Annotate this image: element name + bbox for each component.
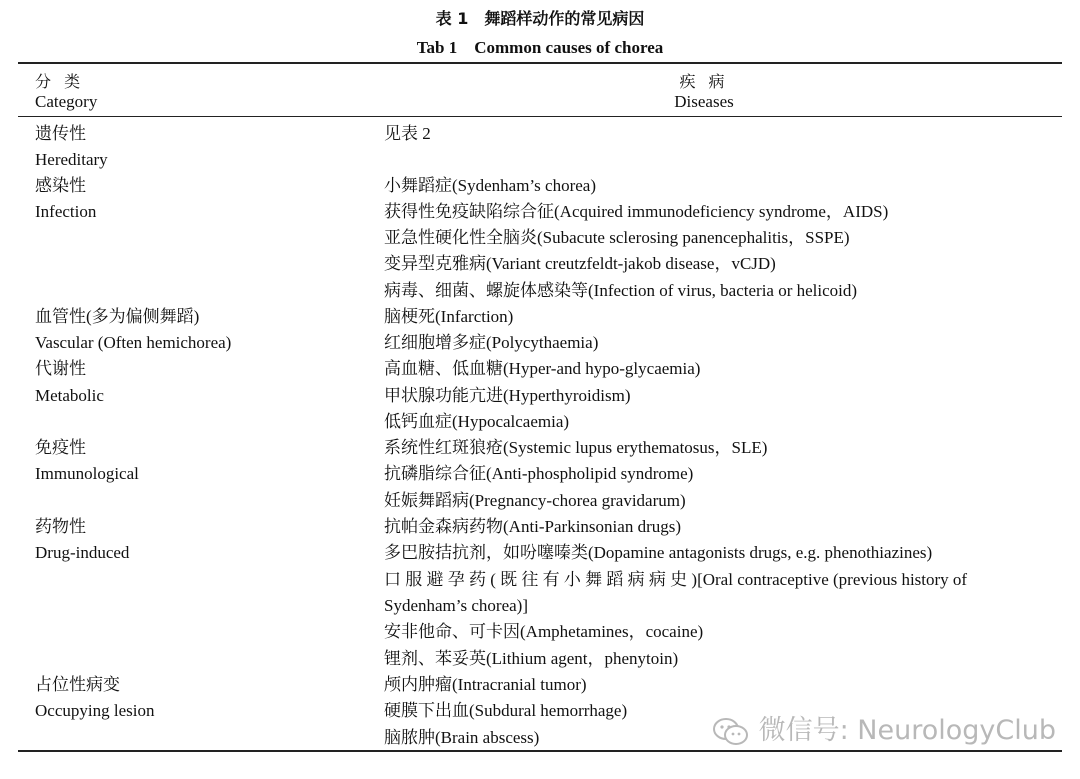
header-category-zh: 分 类 (35, 72, 85, 91)
disease-item: 变异型克雅病(Variant creutzfeldt-jakob disease，vCJD) (384, 254, 776, 273)
category-immunological-zh: 免疫性 (35, 438, 86, 457)
disease-item: 抗磷脂综合征(Anti-phospholipid syndrome) (384, 464, 694, 483)
wechat-icon (712, 717, 750, 747)
disease-item: 脑梗死(Infarction) (384, 307, 514, 326)
watermark (712, 708, 1056, 747)
category-drug-zh: 药物性 (35, 517, 86, 536)
disease-item: 亚急性硬化性全脑炎(Subacute sclerosing panencephalitis，SSPE) (384, 228, 850, 247)
header-diseases (604, 72, 804, 112)
disease-item: 获得性免疫缺陷综合征(Acquired immunodeficiency syndrome，AIDS) (384, 202, 889, 221)
disease-item: 锂剂、苯妥英(Lithium agent，phenytoin) (384, 649, 679, 668)
category-metabolic-zh: 代谢性 (35, 359, 86, 378)
table-caption-en: Tab 1 Common causes of chorea (416, 38, 664, 57)
category-vascular-zh: 血管性(多为偏侧舞蹈) (35, 307, 200, 326)
header-category (35, 72, 97, 112)
category-occupying-zh: 占位性病变 (35, 675, 120, 694)
disease-item: 多巴胺拮抗剂，如吩噻嗪类(Dopamine antagonists drugs, e.g. phenothiazines) (384, 543, 933, 562)
watermark-text: 微信号: NeurologyClub (758, 715, 1056, 746)
disease-item: 小舞蹈症(Sydenham’s chorea) (384, 176, 596, 195)
category-metabolic-en: Metabolic (35, 386, 104, 405)
disease-item: 病毒、细菌、螺旋体感染等(Infection of virus, bacteria or helicoid) (384, 281, 858, 300)
disease-item: 颅内肿瘤(Intracranial tumor) (384, 675, 587, 694)
disease-item: 甲状腺功能亢进(Hyperthyroidism) (384, 386, 631, 405)
disease-item: Sydenham’s chorea)] (384, 596, 528, 615)
table-caption-zh: 表 1 舞蹈样动作的常见病因 (435, 9, 645, 28)
table-bottom-rule (18, 750, 1062, 752)
table-top-rule (18, 62, 1062, 64)
disease-item: 抗帕金森病药物(Anti-Parkinsonian drugs) (384, 517, 682, 536)
disease-item: 脑脓肿(Brain abscess) (384, 728, 540, 747)
table-header-rule (18, 116, 1062, 117)
disease-item: 低钙血症(Hypocalcaemia) (384, 412, 570, 431)
disease-item: 高血糖、低血糖(Hyper-and hypo-glycaemia) (384, 359, 701, 378)
disease-item: 红细胞增多症(Polycythaemia) (384, 333, 599, 352)
category-hereditary-zh: 遗传性 (35, 124, 86, 143)
category-infection-zh: 感染性 (35, 176, 86, 195)
category-occupying-en: Occupying lesion (35, 701, 155, 720)
disease-item: 妊娠舞蹈病(Pregnancy-chorea gravidarum) (384, 491, 686, 510)
disease-item: 系统性红斑狼疮(Systemic lupus erythematosus，SLE) (384, 438, 768, 457)
header-category-en: Category (35, 92, 98, 111)
category-immunological-en: Immunological (35, 464, 139, 483)
category-vascular-en: Vascular (Often hemichorea) (35, 333, 232, 352)
disease-item: 安非他命、可卡因(Amphetamines，cocaine) (384, 622, 704, 641)
header-diseases-zh: 疾 病 (679, 72, 729, 91)
disease-item: 口 服 避 孕 药 ( 既 往 有 小 舞 蹈 病 病 史 )[Oral contraceptive (previous history of (384, 570, 968, 589)
disease-item: 见表 2 (384, 124, 431, 143)
category-hereditary-en: Hereditary (35, 150, 108, 169)
category-infection-en: Infection (35, 202, 97, 221)
category-drug-en: Drug-induced (35, 543, 130, 562)
header-diseases-en: Diseases (674, 92, 734, 111)
disease-item: 硬膜下出血(Subdural hemorrhage) (384, 701, 628, 720)
